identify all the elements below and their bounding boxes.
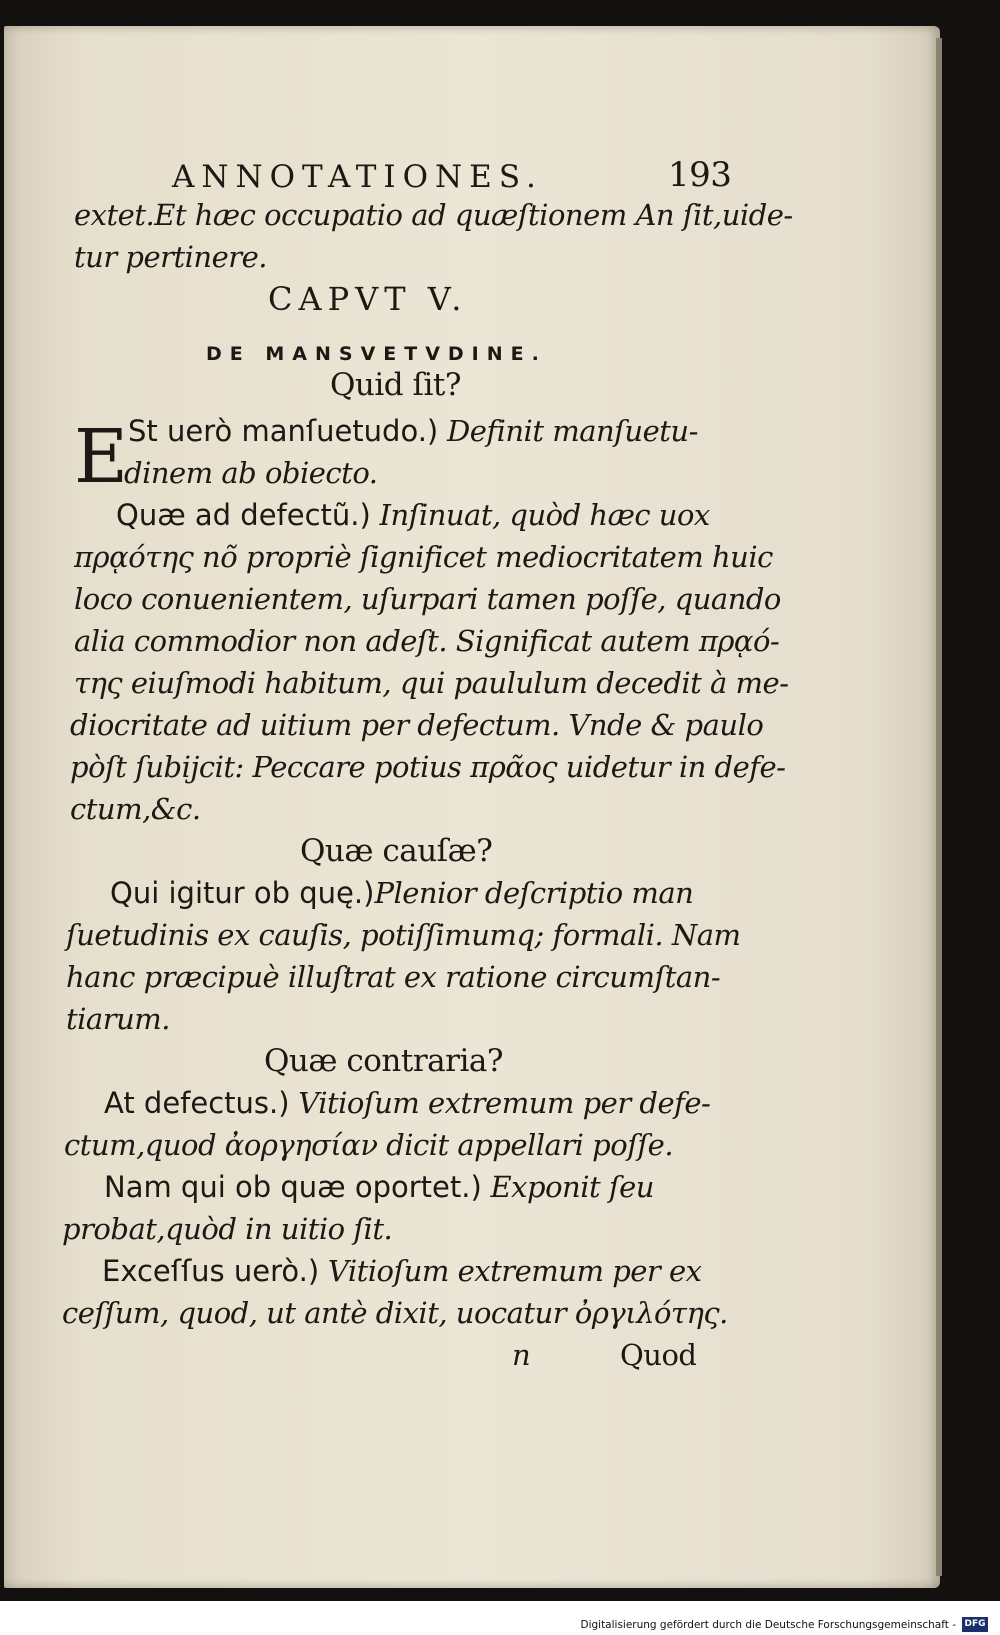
commentary: Plenior deſcriptio man	[374, 876, 694, 910]
lemma: At defectus.)	[104, 1086, 290, 1120]
catchword: Quod	[620, 1338, 697, 1372]
text-line-7: loco conuenientem, uſurpari tamen poſſe, quando	[74, 582, 781, 616]
chapter-heading: CAPVT V.	[268, 280, 468, 318]
drop-cap-initial: E	[74, 414, 129, 500]
text-line-18: ctum,quod ἀοργησίαν dicit appellari poſſe.	[64, 1128, 674, 1162]
chapter-subheading: DE MANSVETVDINE.	[206, 343, 547, 365]
page-edge	[936, 38, 942, 1576]
question-heading-3: Quæ contraria?	[264, 1043, 503, 1079]
text-line-9: της eiuſmodi habitum, qui paululum decedit à me-	[74, 666, 789, 700]
text-line-15: hanc præcipuè illuſtrat ex ratione circumſtan-	[66, 960, 721, 994]
footer-credit: Digitalisierung gefördert durch die Deutsche Forschungsgemeinschaft -	[580, 1619, 956, 1631]
commentary: Definit manſuetu-	[438, 414, 698, 448]
lemma: St uerò manſuetudo.)	[128, 414, 439, 448]
lemma: Exceſſus uerò.)	[102, 1254, 320, 1288]
text-line-21	[102, 1254, 702, 1288]
text-line-8: alia commodior non adeſt. Significat autem πρᾳό-	[74, 624, 780, 658]
text-line-6: πρᾳότης nõ propriè ſignificet mediocritatem huic	[74, 540, 773, 574]
text-line-11: pòſt ſubijcit: Peccare potius πρᾶος uidetur in defe-	[70, 750, 786, 784]
signature-mark: n	[512, 1338, 531, 1372]
text-line-13	[110, 876, 693, 910]
lemma: Quæ ad defectũ.)	[116, 498, 371, 532]
text-line-19	[104, 1170, 654, 1204]
commentary: Inſinuat, quòd hæc uox	[370, 498, 710, 532]
commentary: Vitioſum extremum per ex	[319, 1254, 702, 1288]
text-line-2: tur pertinere.	[74, 240, 268, 274]
page-number: 193	[668, 155, 732, 195]
text-line-4: dinem ab obiecto.	[124, 456, 378, 490]
text-line-3	[128, 414, 698, 448]
text-line-14: ſuetudinis ex cauſis, potiſſimumq; formali. Nam	[66, 918, 741, 952]
running-head: ANNOTATIONES.	[172, 159, 543, 195]
text-line-20: probat,quòd in uitio ſit.	[62, 1212, 393, 1246]
question-heading-2: Quæ cauſæ?	[300, 833, 493, 869]
text-line-5	[116, 498, 710, 532]
text-line-22: ceſſum, quod, ut antè dixit, uocatur ὀργιλότης.	[62, 1296, 728, 1330]
question-heading-1: Quid ſit?	[330, 367, 461, 403]
lemma: Qui igitur ob quę.)	[110, 876, 375, 910]
text-line-12: ctum,&c.	[70, 792, 201, 826]
text-line-1: extet.Et hæc occupatio ad quæſtionem An ſit,uide-	[74, 198, 793, 232]
text-line-16: tiarum.	[66, 1002, 170, 1036]
text-line-17	[104, 1086, 710, 1120]
commentary: Exponit ſeu	[481, 1170, 654, 1204]
commentary: Vitioſum extremum per defe-	[289, 1086, 711, 1120]
dfg-logo-icon: DFG	[962, 1617, 988, 1632]
text-line-10: diocritate ad uitium per defectum. Vnde & paulo	[70, 708, 764, 742]
lemma: Nam qui ob quæ oportet.)	[104, 1170, 482, 1204]
